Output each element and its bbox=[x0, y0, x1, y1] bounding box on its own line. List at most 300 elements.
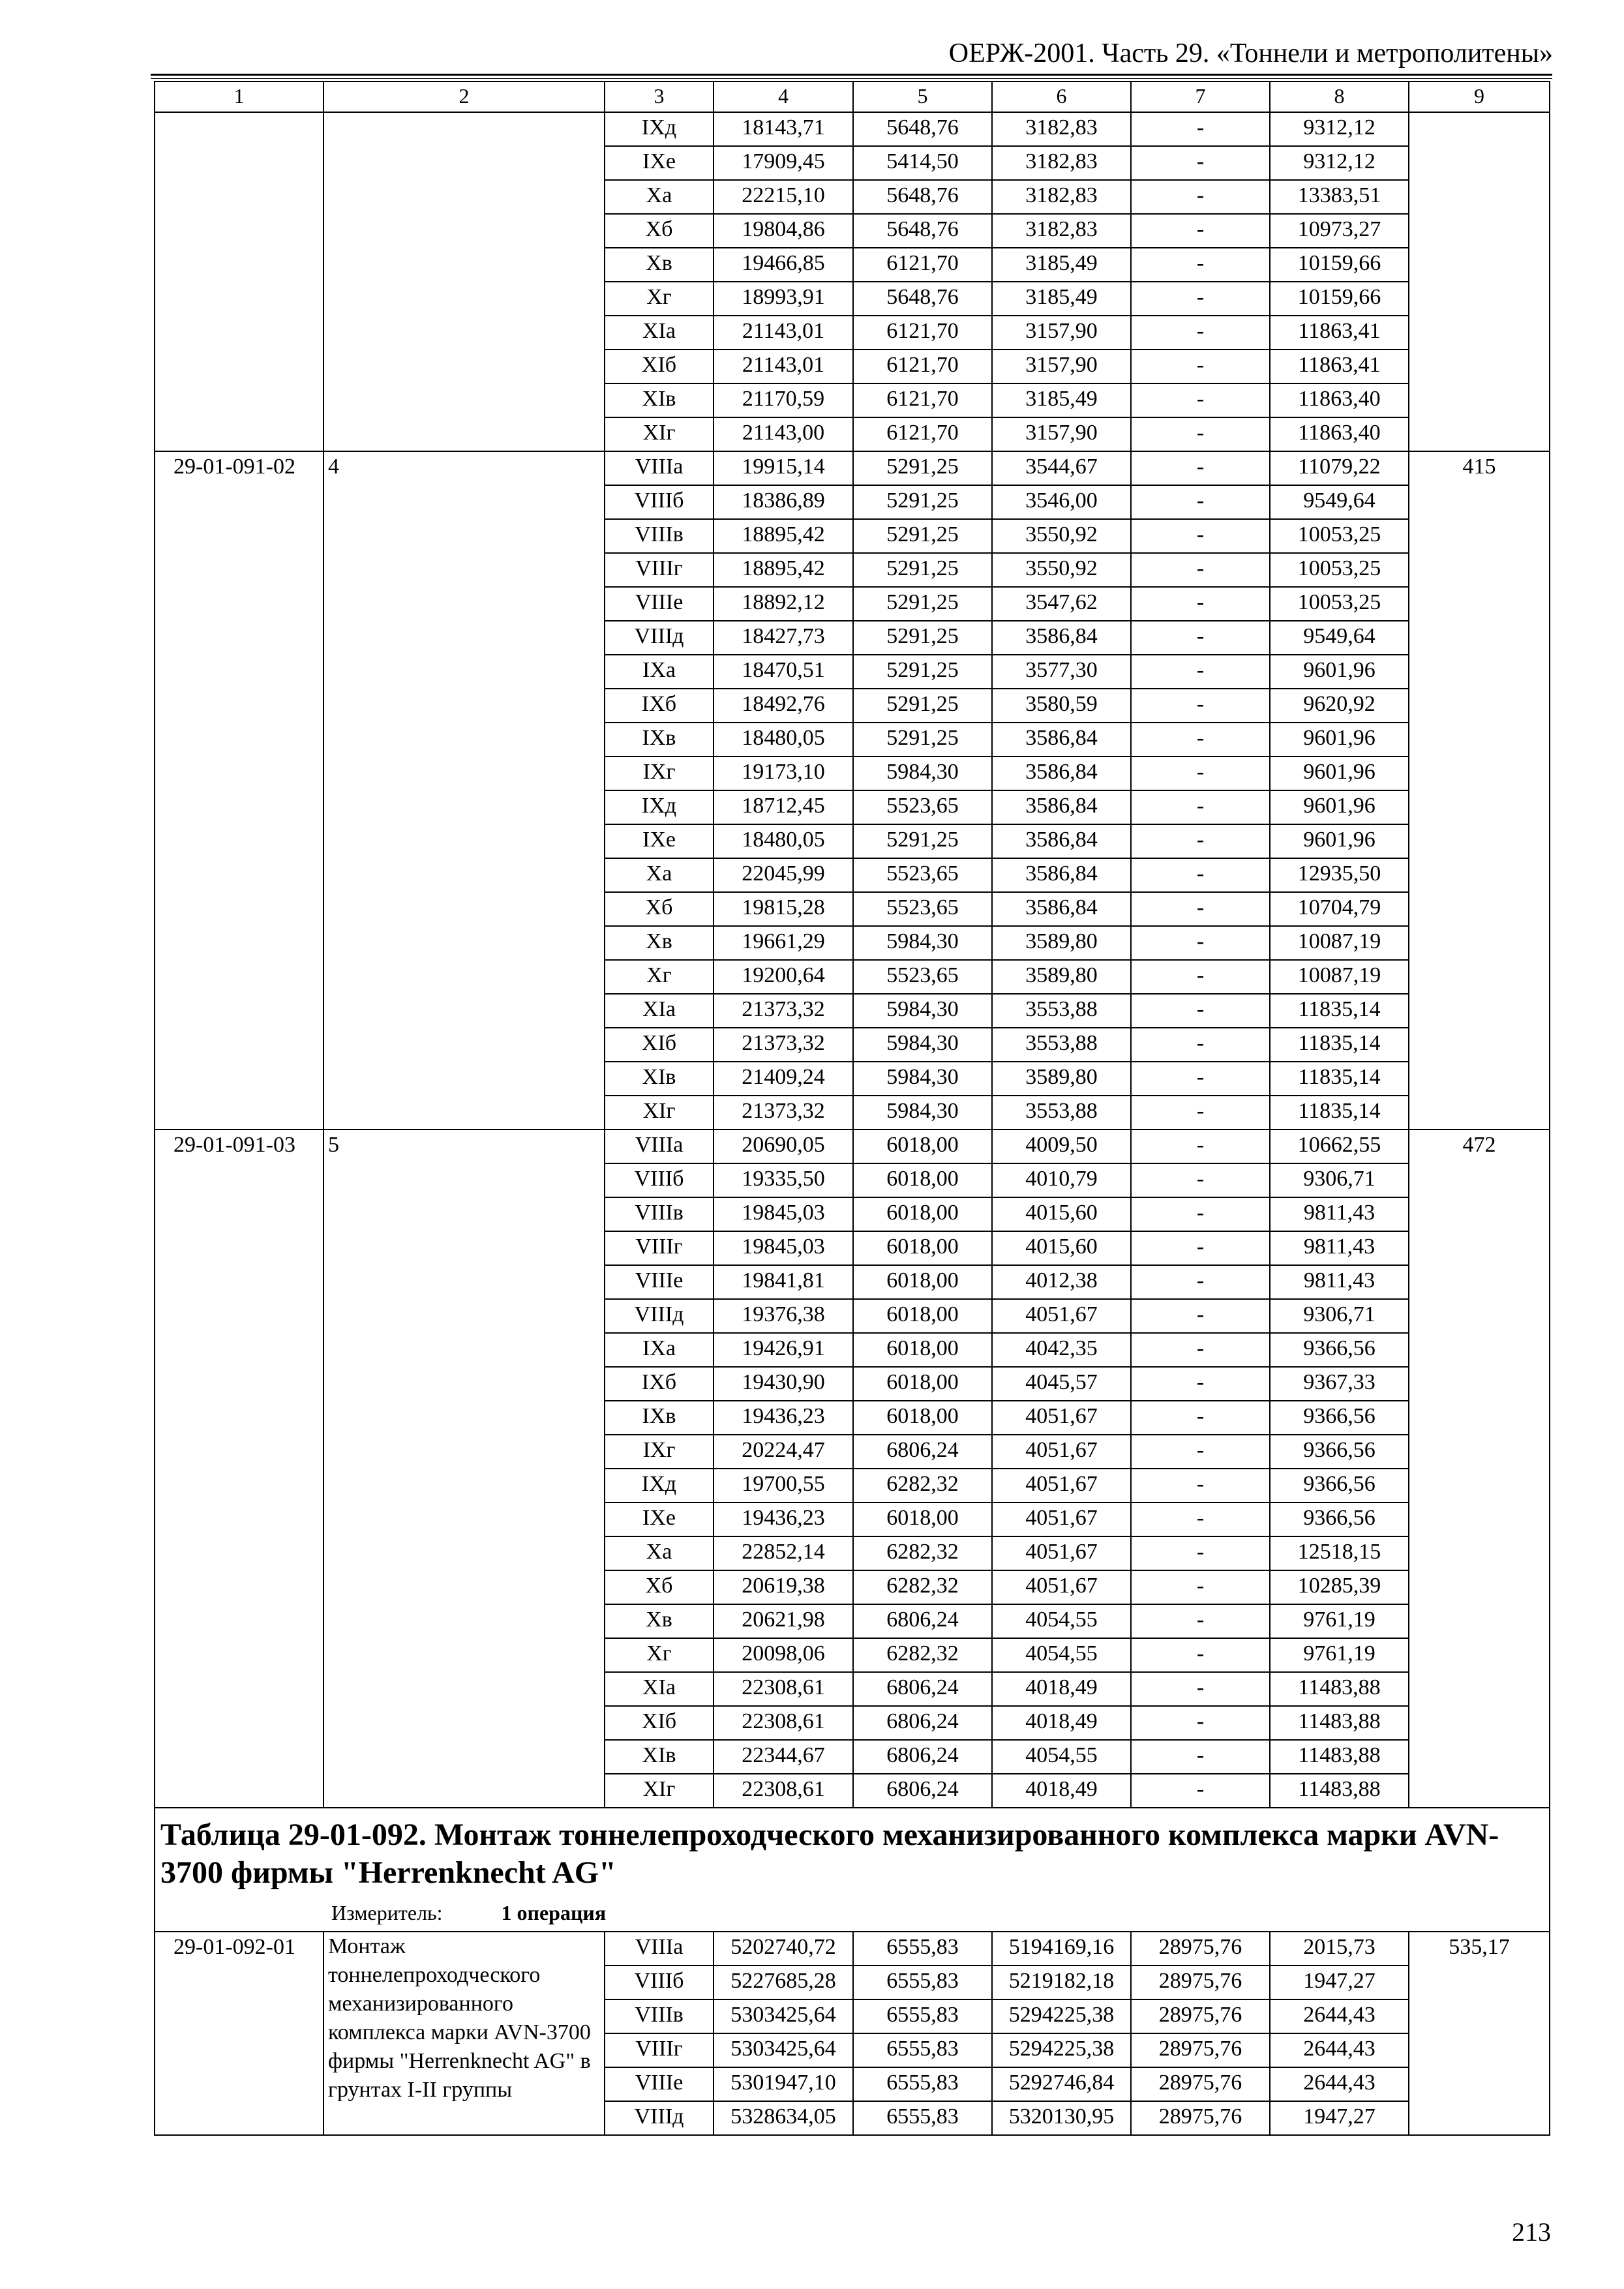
meter-unit: 1 операция bbox=[501, 1901, 607, 1924]
material-costs: 9366,56 bbox=[1270, 1435, 1409, 1469]
material-costs: 11079,22 bbox=[1270, 451, 1409, 485]
machinist-pay: - bbox=[1131, 587, 1270, 621]
region-code: XIв bbox=[605, 383, 714, 417]
labor-cost: 472 bbox=[1409, 1130, 1550, 1808]
machinist-pay: 28975,76 bbox=[1131, 2067, 1270, 2101]
machine-costs: 4018,49 bbox=[992, 1706, 1131, 1740]
machine-costs: 3586,84 bbox=[992, 858, 1131, 892]
material-costs: 9601,96 bbox=[1270, 756, 1409, 790]
machinist-pay: - bbox=[1131, 282, 1270, 316]
column-number: 7 bbox=[1131, 82, 1270, 112]
material-costs: 11863,40 bbox=[1270, 383, 1409, 417]
region-code: VIIIе bbox=[605, 2067, 714, 2101]
direct-costs: 20690,05 bbox=[714, 1130, 853, 1163]
worker-pay: 5291,25 bbox=[853, 689, 992, 723]
machine-costs: 4018,49 bbox=[992, 1774, 1131, 1808]
worker-pay: 5523,65 bbox=[853, 858, 992, 892]
rate-code: 29-01-092-01 bbox=[155, 1932, 323, 2135]
region-code: VIIIг bbox=[605, 1231, 714, 1265]
machinist-pay: 28975,76 bbox=[1131, 1999, 1270, 2033]
table-row bbox=[155, 1932, 1550, 1966]
machinist-pay: - bbox=[1131, 1062, 1270, 1096]
direct-costs: 21143,01 bbox=[714, 350, 853, 383]
region-code: Xб bbox=[605, 892, 714, 926]
machinist-pay: - bbox=[1131, 485, 1270, 519]
material-costs: 2644,43 bbox=[1270, 1999, 1409, 2033]
worker-pay: 5523,65 bbox=[853, 790, 992, 824]
worker-pay: 6555,83 bbox=[853, 2067, 992, 2101]
material-costs: 10053,25 bbox=[1270, 519, 1409, 553]
region-code: VIIIг bbox=[605, 2033, 714, 2067]
region-code: VIIIв bbox=[605, 1197, 714, 1231]
region-code: XIв bbox=[605, 1062, 714, 1096]
machinist-pay: - bbox=[1131, 1435, 1270, 1469]
region-code: Xа bbox=[605, 180, 714, 214]
direct-costs: 5227685,28 bbox=[714, 1966, 853, 1999]
worker-pay: 6806,24 bbox=[853, 1604, 992, 1638]
machine-costs: 4051,67 bbox=[992, 1299, 1131, 1333]
worker-pay: 5648,76 bbox=[853, 180, 992, 214]
direct-costs: 21373,32 bbox=[714, 994, 853, 1028]
direct-costs: 18480,05 bbox=[714, 723, 853, 756]
direct-costs: 18895,42 bbox=[714, 553, 853, 587]
column-number: 8 bbox=[1270, 82, 1409, 112]
region-code: VIIIд bbox=[605, 1299, 714, 1333]
material-costs: 9366,56 bbox=[1270, 1401, 1409, 1435]
material-costs: 9601,96 bbox=[1270, 824, 1409, 858]
material-costs: 12518,15 bbox=[1270, 1536, 1409, 1570]
material-costs: 10285,39 bbox=[1270, 1570, 1409, 1604]
table-row bbox=[155, 451, 1550, 485]
table-title-row bbox=[155, 1808, 1550, 1932]
direct-costs: 19430,90 bbox=[714, 1367, 853, 1401]
machinist-pay: - bbox=[1131, 723, 1270, 756]
material-costs: 9601,96 bbox=[1270, 723, 1409, 756]
machine-costs: 3185,49 bbox=[992, 282, 1131, 316]
machine-costs: 3185,49 bbox=[992, 383, 1131, 417]
machinist-pay: - bbox=[1131, 1231, 1270, 1265]
worker-pay: 6018,00 bbox=[853, 1265, 992, 1299]
rates-table bbox=[154, 81, 1550, 2136]
machinist-pay: - bbox=[1131, 553, 1270, 587]
machinist-pay: - bbox=[1131, 180, 1270, 214]
worker-pay: 5291,25 bbox=[853, 621, 992, 655]
machinist-pay: - bbox=[1131, 858, 1270, 892]
material-costs: 10087,19 bbox=[1270, 960, 1409, 994]
machinist-pay: - bbox=[1131, 214, 1270, 248]
machinist-pay: - bbox=[1131, 1130, 1270, 1163]
machinist-pay: - bbox=[1131, 248, 1270, 282]
material-costs: 1947,27 bbox=[1270, 2101, 1409, 2135]
region-code: Xб bbox=[605, 214, 714, 248]
machinist-pay: - bbox=[1131, 790, 1270, 824]
direct-costs: 22308,61 bbox=[714, 1672, 853, 1706]
region-code: Xв bbox=[605, 1604, 714, 1638]
material-costs: 10662,55 bbox=[1270, 1130, 1409, 1163]
direct-costs: 20621,98 bbox=[714, 1604, 853, 1638]
machinist-pay: - bbox=[1131, 1536, 1270, 1570]
region-code: IXб bbox=[605, 689, 714, 723]
machinist-pay: - bbox=[1131, 756, 1270, 790]
worker-pay: 5648,76 bbox=[853, 112, 992, 146]
machine-costs: 5294225,38 bbox=[992, 2033, 1131, 2067]
worker-pay: 5984,30 bbox=[853, 994, 992, 1028]
direct-costs: 18386,89 bbox=[714, 485, 853, 519]
machine-costs: 3157,90 bbox=[992, 417, 1131, 451]
material-costs: 13383,51 bbox=[1270, 180, 1409, 214]
machine-costs: 3589,80 bbox=[992, 960, 1131, 994]
worker-pay: 6018,00 bbox=[853, 1401, 992, 1435]
material-costs: 10159,66 bbox=[1270, 248, 1409, 282]
machinist-pay: - bbox=[1131, 1503, 1270, 1536]
machine-costs: 4045,57 bbox=[992, 1367, 1131, 1401]
worker-pay: 5648,76 bbox=[853, 214, 992, 248]
table-title-cell bbox=[155, 1808, 1550, 1932]
material-costs: 10159,66 bbox=[1270, 282, 1409, 316]
worker-pay: 5291,25 bbox=[853, 553, 992, 587]
material-costs: 9366,56 bbox=[1270, 1333, 1409, 1367]
direct-costs: 20619,38 bbox=[714, 1570, 853, 1604]
material-costs: 11483,88 bbox=[1270, 1706, 1409, 1740]
worker-pay: 5414,50 bbox=[853, 146, 992, 180]
machine-costs: 3586,84 bbox=[992, 756, 1131, 790]
machine-costs: 5320130,95 bbox=[992, 2101, 1131, 2135]
worker-pay: 6282,32 bbox=[853, 1570, 992, 1604]
material-costs: 9367,33 bbox=[1270, 1367, 1409, 1401]
worker-pay: 6018,00 bbox=[853, 1367, 992, 1401]
machinist-pay: - bbox=[1131, 1604, 1270, 1638]
worker-pay: 6018,00 bbox=[853, 1130, 992, 1163]
region-code: XIг bbox=[605, 1096, 714, 1130]
machinist-pay: - bbox=[1131, 1265, 1270, 1299]
machine-costs: 5219182,18 bbox=[992, 1966, 1131, 1999]
direct-costs: 19661,29 bbox=[714, 926, 853, 960]
region-code: IXд bbox=[605, 1469, 714, 1503]
region-code: XIг bbox=[605, 1774, 714, 1808]
machinist-pay: - bbox=[1131, 451, 1270, 485]
region-code: IXа bbox=[605, 655, 714, 689]
region-code: XIг bbox=[605, 417, 714, 451]
rate-code: 29-01-091-02 bbox=[155, 451, 323, 1130]
machine-costs: 3577,30 bbox=[992, 655, 1131, 689]
worker-pay: 6806,24 bbox=[853, 1774, 992, 1808]
region-code: IXв bbox=[605, 1401, 714, 1435]
material-costs: 2015,73 bbox=[1270, 1932, 1409, 1966]
machinist-pay: - bbox=[1131, 1740, 1270, 1774]
direct-costs: 18492,76 bbox=[714, 689, 853, 723]
worker-pay: 6555,83 bbox=[853, 2033, 992, 2067]
material-costs: 11483,88 bbox=[1270, 1740, 1409, 1774]
labor-cost: 535,17 bbox=[1409, 1932, 1550, 2135]
machine-costs: 3553,88 bbox=[992, 1096, 1131, 1130]
machine-costs: 3550,92 bbox=[992, 519, 1131, 553]
direct-costs: 19200,64 bbox=[714, 960, 853, 994]
machine-costs: 3553,88 bbox=[992, 994, 1131, 1028]
running-header: ОЕРЖ-2001. Часть 29. «Тоннели и метрополитены» bbox=[948, 38, 1553, 68]
labor-cost: 415 bbox=[1409, 451, 1550, 1130]
machinist-pay: - bbox=[1131, 689, 1270, 723]
machinist-pay: - bbox=[1131, 417, 1270, 451]
material-costs: 9601,96 bbox=[1270, 655, 1409, 689]
direct-costs: 19841,81 bbox=[714, 1265, 853, 1299]
worker-pay: 6018,00 bbox=[853, 1163, 992, 1197]
material-costs: 9761,19 bbox=[1270, 1604, 1409, 1638]
machinist-pay: - bbox=[1131, 383, 1270, 417]
table-row bbox=[155, 112, 1550, 146]
region-code: VIIIе bbox=[605, 1265, 714, 1299]
material-costs: 9811,43 bbox=[1270, 1231, 1409, 1265]
column-number-row bbox=[155, 82, 1550, 112]
machine-costs: 4051,67 bbox=[992, 1435, 1131, 1469]
direct-costs: 19845,03 bbox=[714, 1231, 853, 1265]
direct-costs: 21373,32 bbox=[714, 1096, 853, 1130]
material-costs: 9312,12 bbox=[1270, 146, 1409, 180]
direct-costs: 5303425,64 bbox=[714, 2033, 853, 2067]
material-costs: 11863,40 bbox=[1270, 417, 1409, 451]
machine-costs: 4012,38 bbox=[992, 1265, 1131, 1299]
worker-pay: 5523,65 bbox=[853, 960, 992, 994]
direct-costs: 5202740,72 bbox=[714, 1932, 853, 1966]
header-rule bbox=[151, 74, 1552, 76]
worker-pay: 6121,70 bbox=[853, 383, 992, 417]
region-code: XIа bbox=[605, 994, 714, 1028]
worker-pay: 6555,83 bbox=[853, 1966, 992, 1999]
material-costs: 9761,19 bbox=[1270, 1638, 1409, 1672]
direct-costs: 18993,91 bbox=[714, 282, 853, 316]
machine-costs: 3547,62 bbox=[992, 587, 1131, 621]
table-title: Таблица 29-01-092. Монтаж тоннелепроходческого механизированного комплекса марки AVN-3700 фирмы "Herrenknecht AG" bbox=[160, 1818, 1499, 1890]
worker-pay: 6555,83 bbox=[853, 2101, 992, 2135]
direct-costs: 19804,86 bbox=[714, 214, 853, 248]
material-costs: 9366,56 bbox=[1270, 1503, 1409, 1536]
region-code: IXд bbox=[605, 790, 714, 824]
material-costs: 10087,19 bbox=[1270, 926, 1409, 960]
direct-costs: 22045,99 bbox=[714, 858, 853, 892]
region-code: Xв bbox=[605, 248, 714, 282]
direct-costs: 19173,10 bbox=[714, 756, 853, 790]
region-code: VIIIа bbox=[605, 1130, 714, 1163]
machinist-pay: - bbox=[1131, 892, 1270, 926]
machinist-pay: - bbox=[1131, 519, 1270, 553]
region-code: VIIIа bbox=[605, 1932, 714, 1966]
machinist-pay: - bbox=[1131, 1333, 1270, 1367]
direct-costs: 18712,45 bbox=[714, 790, 853, 824]
machine-costs: 4051,67 bbox=[992, 1570, 1131, 1604]
machinist-pay: - bbox=[1131, 824, 1270, 858]
material-costs: 9549,64 bbox=[1270, 485, 1409, 519]
direct-costs: 22852,14 bbox=[714, 1536, 853, 1570]
worker-pay: 6121,70 bbox=[853, 417, 992, 451]
machine-costs: 4018,49 bbox=[992, 1672, 1131, 1706]
direct-costs: 18470,51 bbox=[714, 655, 853, 689]
column-number: 1 bbox=[155, 82, 323, 112]
worker-pay: 6282,32 bbox=[853, 1469, 992, 1503]
region-code: VIIIб bbox=[605, 1163, 714, 1197]
region-code: Xа bbox=[605, 1536, 714, 1570]
material-costs: 9601,96 bbox=[1270, 790, 1409, 824]
machinist-pay: - bbox=[1131, 1638, 1270, 1672]
machinist-pay: - bbox=[1131, 146, 1270, 180]
material-costs: 11835,14 bbox=[1270, 1028, 1409, 1062]
machinist-pay: - bbox=[1131, 960, 1270, 994]
material-costs: 2644,43 bbox=[1270, 2033, 1409, 2067]
worker-pay: 5291,25 bbox=[853, 451, 992, 485]
direct-costs: 18895,42 bbox=[714, 519, 853, 553]
machine-costs: 5292746,84 bbox=[992, 2067, 1131, 2101]
worker-pay: 5984,30 bbox=[853, 926, 992, 960]
machine-costs: 3182,83 bbox=[992, 146, 1131, 180]
column-number: 3 bbox=[605, 82, 714, 112]
labor-cost bbox=[1409, 112, 1550, 451]
machine-costs: 4051,67 bbox=[992, 1536, 1131, 1570]
direct-costs: 19436,23 bbox=[714, 1401, 853, 1435]
worker-pay: 5648,76 bbox=[853, 282, 992, 316]
region-code: Xб bbox=[605, 1570, 714, 1604]
machine-costs: 3544,67 bbox=[992, 451, 1131, 485]
material-costs: 11835,14 bbox=[1270, 994, 1409, 1028]
direct-costs: 20098,06 bbox=[714, 1638, 853, 1672]
machine-costs: 3586,84 bbox=[992, 824, 1131, 858]
direct-costs: 18427,73 bbox=[714, 621, 853, 655]
machine-costs: 3586,84 bbox=[992, 723, 1131, 756]
rate-code: 29-01-091-03 bbox=[155, 1130, 323, 1808]
direct-costs: 22308,61 bbox=[714, 1706, 853, 1740]
machine-costs: 3550,92 bbox=[992, 553, 1131, 587]
worker-pay: 6282,32 bbox=[853, 1638, 992, 1672]
meter-line bbox=[160, 1898, 1544, 1927]
worker-pay: 5291,25 bbox=[853, 587, 992, 621]
worker-pay: 5291,25 bbox=[853, 723, 992, 756]
column-number: 6 bbox=[992, 82, 1131, 112]
worker-pay: 5984,30 bbox=[853, 1028, 992, 1062]
machine-costs: 3580,59 bbox=[992, 689, 1131, 723]
region-code: XIв bbox=[605, 1740, 714, 1774]
machine-costs: 3157,90 bbox=[992, 316, 1131, 350]
region-code: VIIIб bbox=[605, 1966, 714, 1999]
machine-costs: 3182,83 bbox=[992, 214, 1131, 248]
material-costs: 9811,43 bbox=[1270, 1197, 1409, 1231]
direct-costs: 18892,12 bbox=[714, 587, 853, 621]
machinist-pay: - bbox=[1131, 316, 1270, 350]
material-costs: 11835,14 bbox=[1270, 1096, 1409, 1130]
material-costs: 9549,64 bbox=[1270, 621, 1409, 655]
machine-costs: 3589,80 bbox=[992, 1062, 1131, 1096]
direct-costs: 21143,00 bbox=[714, 417, 853, 451]
worker-pay: 6018,00 bbox=[853, 1231, 992, 1265]
region-code: XIа bbox=[605, 316, 714, 350]
region-code: XIб bbox=[605, 1028, 714, 1062]
region-code: IXв bbox=[605, 723, 714, 756]
region-code: XIа bbox=[605, 1672, 714, 1706]
region-code: VIIIв bbox=[605, 1999, 714, 2033]
region-code: IXб bbox=[605, 1367, 714, 1401]
region-code: IXг bbox=[605, 1435, 714, 1469]
rate-name: 5 bbox=[323, 1130, 605, 1808]
column-number: 9 bbox=[1409, 82, 1550, 112]
machinist-pay: - bbox=[1131, 926, 1270, 960]
worker-pay: 6018,00 bbox=[853, 1333, 992, 1367]
machinist-pay: - bbox=[1131, 1706, 1270, 1740]
material-costs: 2644,43 bbox=[1270, 2067, 1409, 2101]
rate-name: 4 bbox=[323, 451, 605, 1130]
machinist-pay: - bbox=[1131, 1774, 1270, 1808]
direct-costs: 19815,28 bbox=[714, 892, 853, 926]
meter-label: Измеритель: bbox=[331, 1901, 443, 1924]
machinist-pay: - bbox=[1131, 1570, 1270, 1604]
column-number: 2 bbox=[323, 82, 605, 112]
material-costs: 9366,56 bbox=[1270, 1469, 1409, 1503]
machine-costs: 5294225,38 bbox=[992, 1999, 1131, 2033]
material-costs: 10053,25 bbox=[1270, 553, 1409, 587]
worker-pay: 5984,30 bbox=[853, 1062, 992, 1096]
machinist-pay: - bbox=[1131, 1672, 1270, 1706]
machine-costs: 4015,60 bbox=[992, 1231, 1131, 1265]
worker-pay: 6806,24 bbox=[853, 1706, 992, 1740]
direct-costs: 19335,50 bbox=[714, 1163, 853, 1197]
material-costs: 12935,50 bbox=[1270, 858, 1409, 892]
material-costs: 10973,27 bbox=[1270, 214, 1409, 248]
direct-costs: 19466,85 bbox=[714, 248, 853, 282]
worker-pay: 6806,24 bbox=[853, 1672, 992, 1706]
machine-costs: 3553,88 bbox=[992, 1028, 1131, 1062]
machine-costs: 4042,35 bbox=[992, 1333, 1131, 1367]
direct-costs: 22308,61 bbox=[714, 1774, 853, 1808]
region-code: Xа bbox=[605, 858, 714, 892]
machinist-pay: - bbox=[1131, 1401, 1270, 1435]
header-rule-thin bbox=[151, 78, 1552, 79]
machinist-pay: - bbox=[1131, 994, 1270, 1028]
region-code: XIб bbox=[605, 1706, 714, 1740]
machinist-pay: - bbox=[1131, 655, 1270, 689]
machine-costs: 3185,49 bbox=[992, 248, 1131, 282]
worker-pay: 6282,32 bbox=[853, 1536, 992, 1570]
machinist-pay: - bbox=[1131, 1299, 1270, 1333]
direct-costs: 21409,24 bbox=[714, 1062, 853, 1096]
worker-pay: 6806,24 bbox=[853, 1435, 992, 1469]
machinist-pay: - bbox=[1131, 112, 1270, 146]
direct-costs: 5328634,05 bbox=[714, 2101, 853, 2135]
rate-code bbox=[155, 112, 323, 451]
machine-costs: 3586,84 bbox=[992, 892, 1131, 926]
machinist-pay: 28975,76 bbox=[1131, 2033, 1270, 2067]
direct-costs: 19700,55 bbox=[714, 1469, 853, 1503]
machinist-pay: 28975,76 bbox=[1131, 1932, 1270, 1966]
material-costs: 11863,41 bbox=[1270, 350, 1409, 383]
table-body bbox=[155, 82, 1550, 2135]
machine-costs: 4051,67 bbox=[992, 1503, 1131, 1536]
machinist-pay: 28975,76 bbox=[1131, 1966, 1270, 1999]
machine-costs: 4054,55 bbox=[992, 1740, 1131, 1774]
machinist-pay: 28975,76 bbox=[1131, 2101, 1270, 2135]
machine-costs: 3589,80 bbox=[992, 926, 1131, 960]
machinist-pay: - bbox=[1131, 1197, 1270, 1231]
worker-pay: 5291,25 bbox=[853, 655, 992, 689]
page-number: 213 bbox=[1512, 2217, 1551, 2247]
direct-costs: 19845,03 bbox=[714, 1197, 853, 1231]
region-code: Xг bbox=[605, 1638, 714, 1672]
direct-costs: 19436,23 bbox=[714, 1503, 853, 1536]
region-code: VIIIе bbox=[605, 587, 714, 621]
material-costs: 11483,88 bbox=[1270, 1672, 1409, 1706]
region-code: VIIIд bbox=[605, 621, 714, 655]
direct-costs: 22215,10 bbox=[714, 180, 853, 214]
worker-pay: 6555,83 bbox=[853, 1932, 992, 1966]
machinist-pay: - bbox=[1131, 1367, 1270, 1401]
machine-costs: 4015,60 bbox=[992, 1197, 1131, 1231]
material-costs: 1947,27 bbox=[1270, 1966, 1409, 1999]
material-costs: 9620,92 bbox=[1270, 689, 1409, 723]
material-costs: 11483,88 bbox=[1270, 1774, 1409, 1808]
